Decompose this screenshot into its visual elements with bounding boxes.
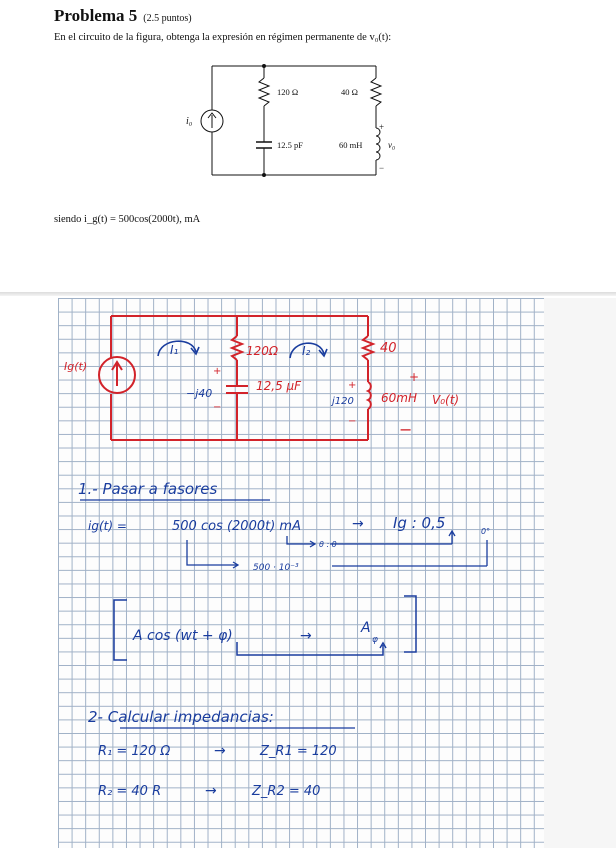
r2-arrow: → (205, 783, 217, 799)
hw-mark-minus-1: − (213, 402, 222, 413)
printed-r1-label: 120 Ω (277, 87, 299, 97)
hw-mark-plus-1: + (213, 366, 222, 377)
printed-vout-label: v₀ (388, 140, 396, 150)
hw-source-label: Ig(t) (64, 360, 88, 373)
hw-mark-minus-2: − (348, 416, 357, 427)
hw-r1-label: 120Ω (246, 344, 279, 358)
step1-heading: 1.- Pasar a fasores (78, 480, 218, 498)
step2-heading: 2- Calcular impedancias: (88, 708, 274, 726)
printed-vout-minus: − (379, 163, 385, 173)
phasor-rule-angle: φ (372, 635, 378, 645)
hw-mesh1-label: I₁ (170, 343, 179, 357)
hw-cap-label: 12,5 μF (256, 379, 302, 393)
hw-r2-label: 40 (380, 341, 397, 356)
hw-mesh2-label: I₂ (302, 344, 311, 358)
problem-title-text: Problema 5 (54, 6, 138, 25)
problem-points: (2.5 puntos) (143, 13, 192, 24)
zr1-line: Z_R1 = 120 (260, 744, 337, 759)
printed-ind-label: 60 mH (339, 140, 363, 150)
printed-r2-label: 40 Ω (341, 87, 358, 97)
hw-vout-label: V₀(t) (432, 393, 460, 407)
magnitude-note: 500 · 10⁻³ (253, 563, 299, 573)
eq1-middle: 500 cos (2000t) mA (172, 519, 301, 534)
eq1-left: ig(t) = (88, 519, 127, 533)
r1-arrow: → (214, 743, 226, 759)
printed-vout-plus: + (379, 122, 385, 132)
eq1-angle: 0° (481, 527, 491, 536)
handwritten-circuit (99, 316, 373, 440)
zr2-line: Z_R2 = 40 (252, 784, 321, 799)
given-source-expression: siendo i_g(t) = 500cos(2000t), mA (54, 214, 201, 225)
hw-vout-plus: + (409, 370, 420, 384)
hw-vout-minus: − (399, 420, 413, 439)
eq1-connectors (187, 531, 487, 568)
hw-cap-impedance: −j40 (186, 387, 213, 400)
hw-ind-impedance: j120 (332, 396, 354, 407)
printed-source-label: i₀ (186, 116, 193, 127)
phase-note: θ : 0 (319, 540, 337, 549)
eq1-right: Ig : 0,5 (393, 514, 446, 532)
hw-ind-label: 60mH (381, 391, 417, 405)
phasor-rule-right: A (361, 620, 371, 636)
hw-mark-plus-2: + (348, 380, 357, 391)
eq1-arrow: → (352, 516, 364, 532)
phasor-rule-left: A cos (wt + φ) (133, 628, 233, 644)
phasor-rule-arrow: → (300, 628, 312, 644)
problem-statement: En el circuito de la figura, obtenga la expresión en régimen permanente de v₀(t): (54, 32, 392, 43)
printed-cap-label: 12.5 pF (277, 140, 303, 150)
r1-line: R₁ = 120 Ω (98, 744, 171, 759)
r2-line: R₂ = 40 R (98, 784, 162, 799)
